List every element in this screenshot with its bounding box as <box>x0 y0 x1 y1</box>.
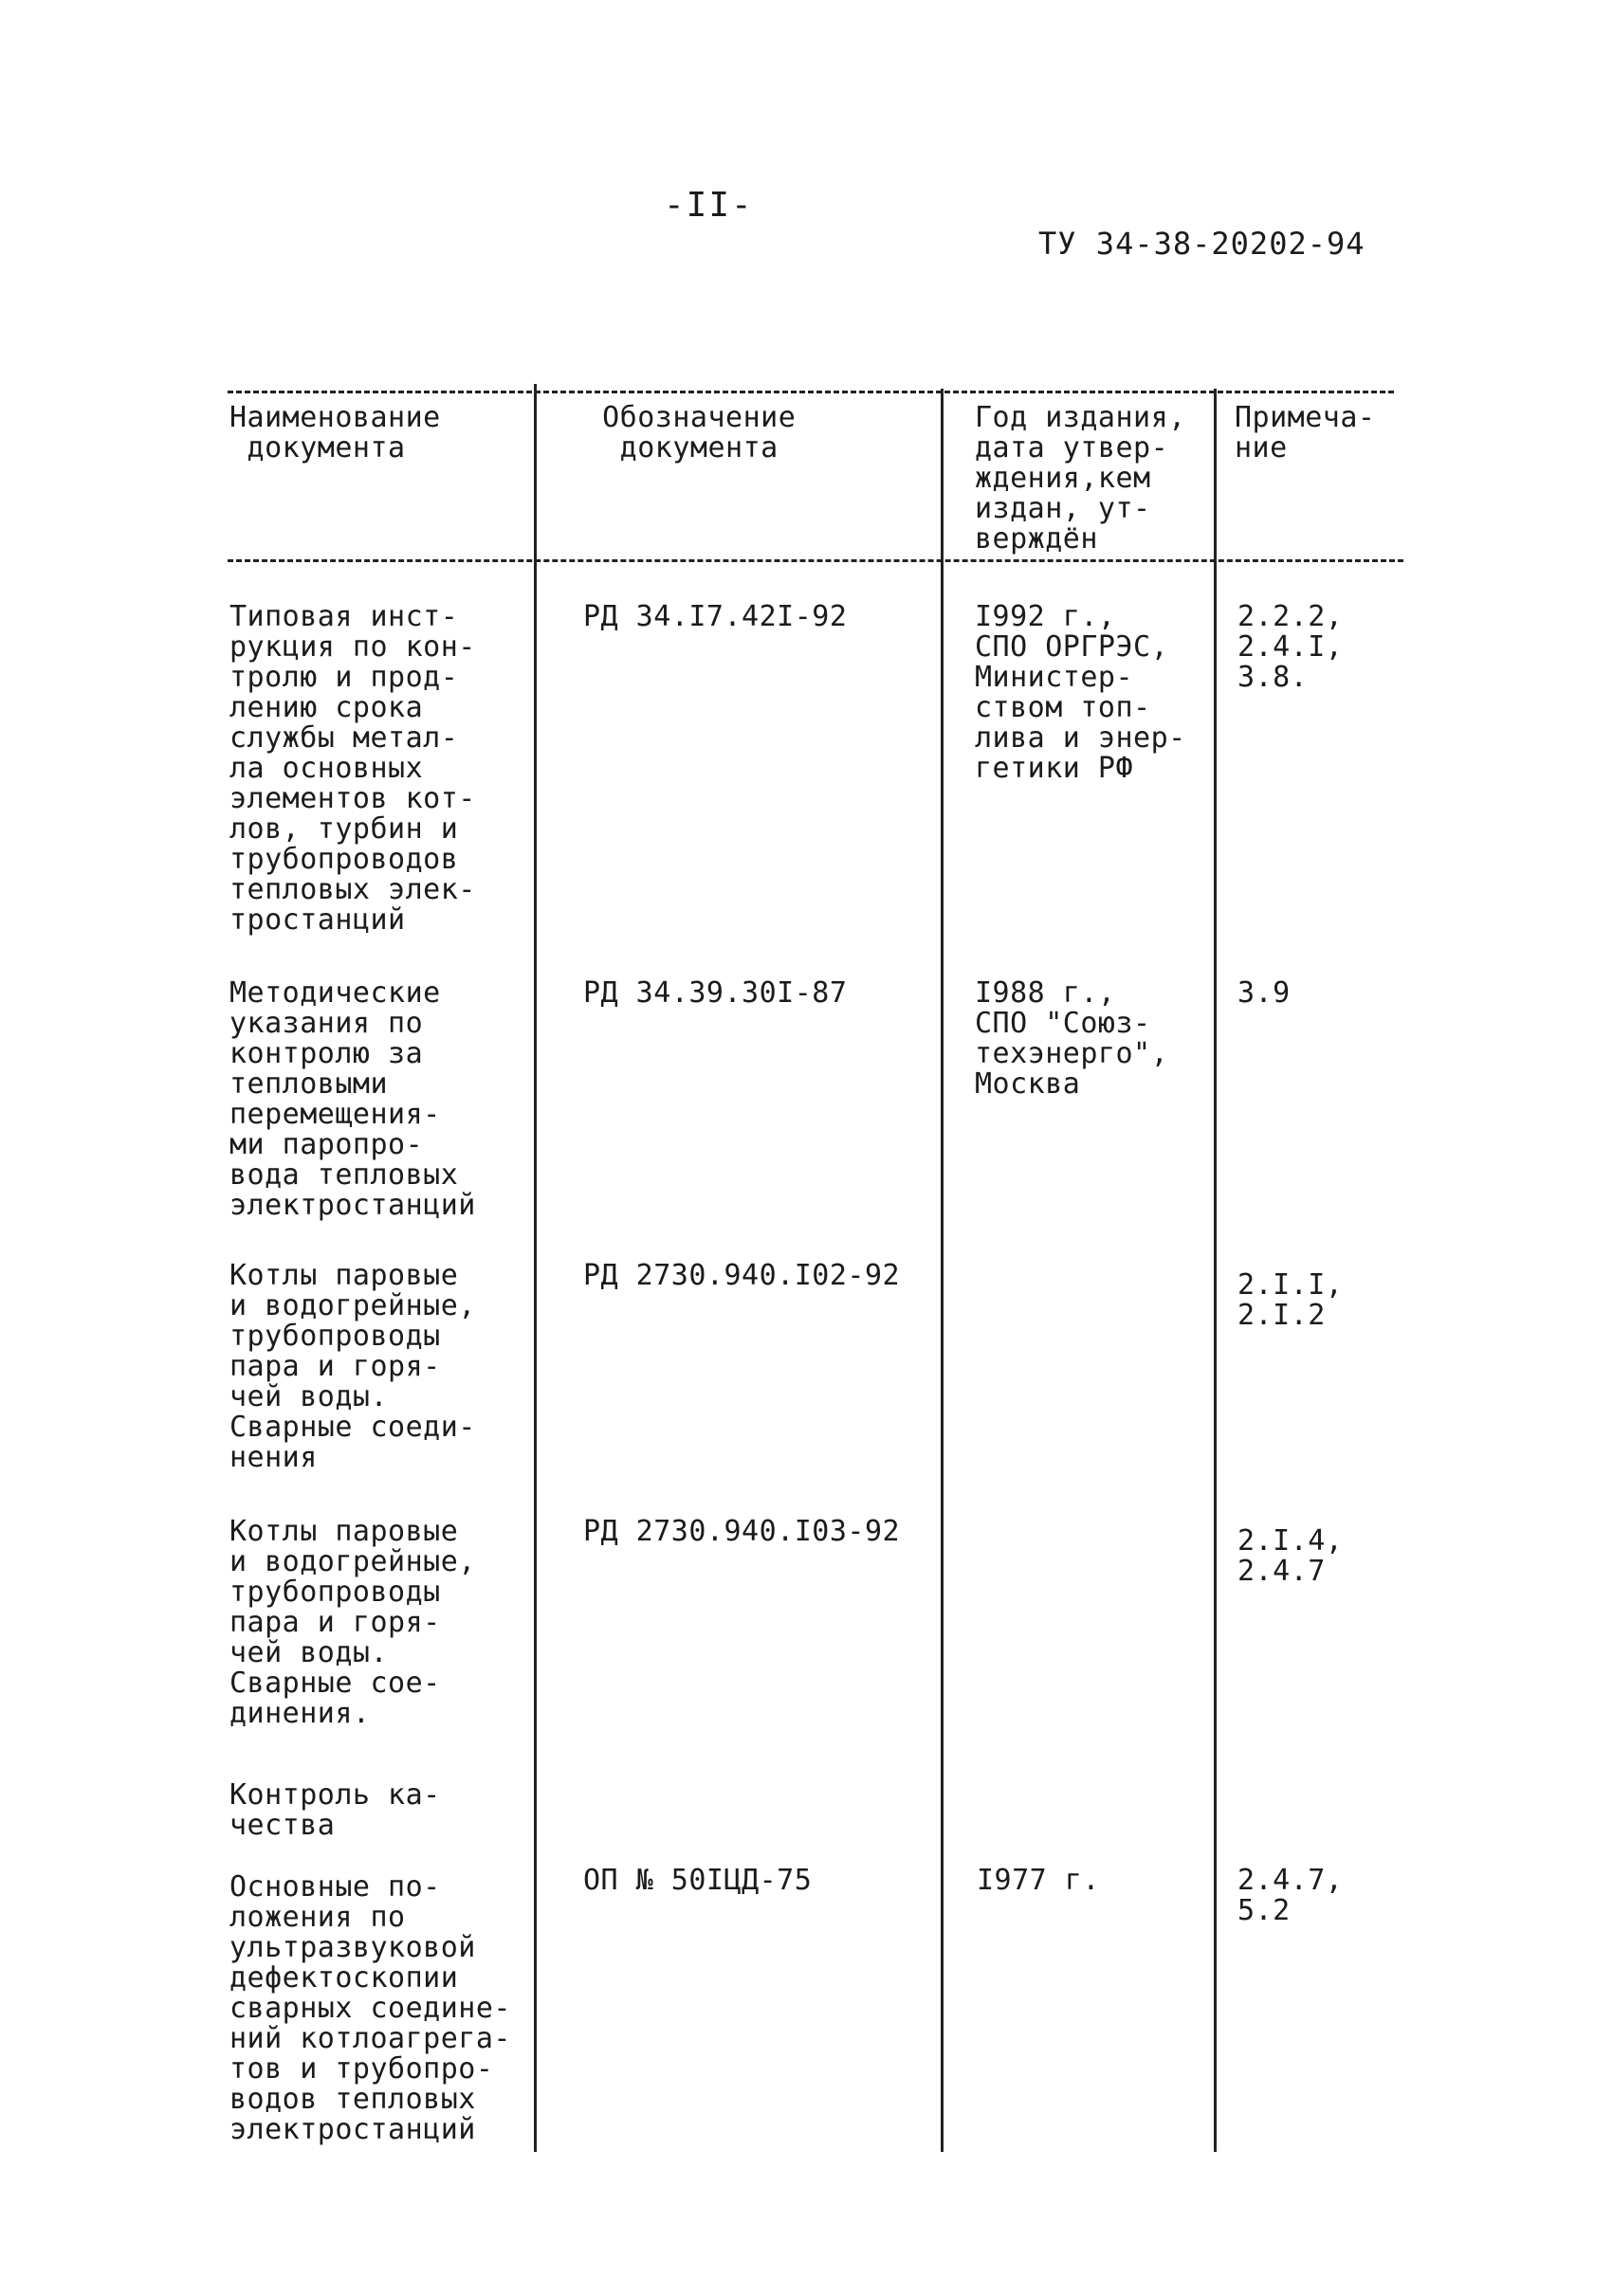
row-5-name: Контроль ка- чества <box>229 1778 441 1842</box>
row-3-note: 2.I.I, 2.I.2 <box>1237 1268 1344 1332</box>
column-header-designation: Обозначение документа <box>602 401 797 465</box>
page-number: -II- <box>664 186 754 225</box>
row-1-name: Типовая инст- рукция по кон- тролю и прод- лению срока службы метал- ла основных элементов кот- лов, турбин и трубопроводов тепловых элек- тростанций <box>229 600 476 937</box>
row-1-year: I992 г., СПО ОРГРЭС, Министер- ством топ- лива и энер- гетики РФ <box>975 600 1186 785</box>
row-4-name: Котлы паровые и водогрейные, трубопроводы пара и горя- чей воды. Сварные сое- динения. <box>229 1515 476 1730</box>
column-divider-1 <box>534 384 537 2152</box>
row-2-designation: РД 34.39.30I-87 <box>583 976 848 1010</box>
row-4-note: 2.I.4, 2.4.7 <box>1237 1524 1344 1588</box>
column-header-note: Примеча- ние <box>1235 401 1376 465</box>
row-1-designation: РД 34.I7.42I-92 <box>583 600 848 633</box>
column-divider-3 <box>1214 389 1217 2152</box>
row-3-designation: РД 2730.940.I02-92 <box>583 1259 901 1292</box>
row-1-note: 2.2.2, 2.4.I, 3.8. <box>1237 600 1344 694</box>
row-2-year: I988 г., СПО "Союз- техэнерго", Москва <box>975 976 1169 1101</box>
column-divider-2 <box>941 389 944 2152</box>
row-6-year: I977 г. <box>977 1864 1100 1897</box>
row-2-note: 3.9 <box>1237 976 1291 1010</box>
header-bottom-rule <box>228 559 1403 562</box>
row-6-name: Основные по- ложения по ультразвуковой дефектоскопии сварных соедине- ний котлоагрега- тов и трубопро- водов тепловых электростанций <box>229 1870 511 2146</box>
document-code: ТУ 34-38-20202-94 <box>1038 226 1366 262</box>
column-header-year: Год издания, дата утвер- ждения,кем издан, ут- верждён <box>975 401 1186 556</box>
row-4-designation: РД 2730.940.I03-92 <box>583 1515 901 1548</box>
row-3-name: Котлы паровые и водогрейные, трубопроводы пара и горя- чей воды. Сварные соеди- нения <box>229 1259 476 1474</box>
table-top-rule <box>228 391 1394 393</box>
row-2-name: Методические указания по контролю за тепловыми перемещения- ми паропро- вода тепловых электростанций <box>229 976 476 1222</box>
row-6-designation: ОП № 50IЦД-75 <box>583 1864 813 1897</box>
column-header-name: Наименование документа <box>229 401 441 465</box>
row-6-note: 2.4.7, 5.2 <box>1237 1864 1344 1927</box>
